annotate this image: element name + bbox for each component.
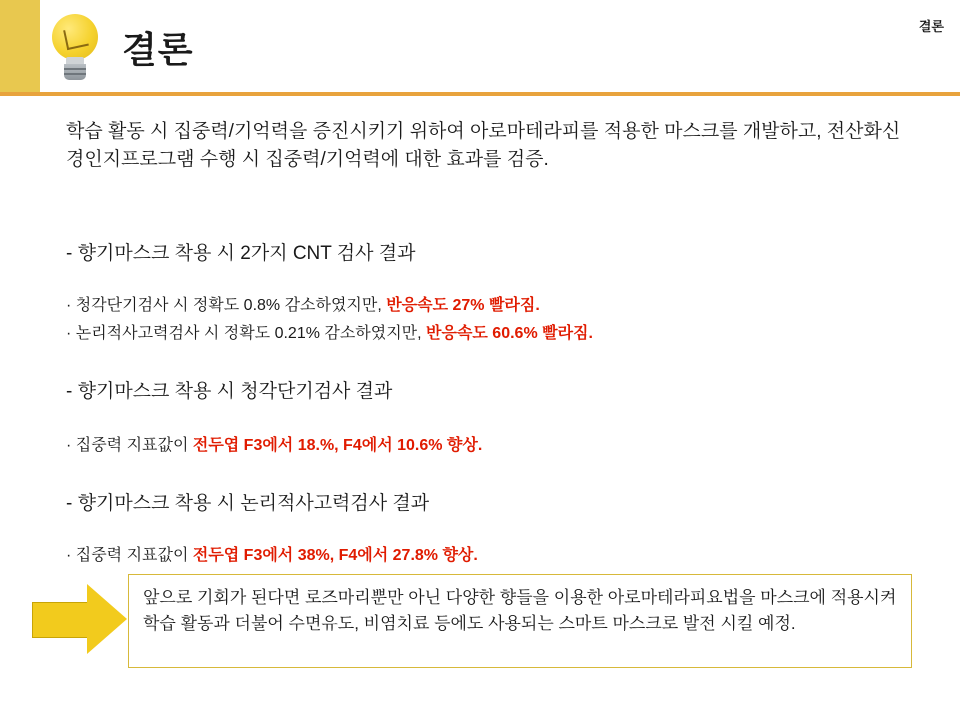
section-heading-1: - 향기마스크 착용 시 2가지 CNT 검사 결과	[66, 243, 416, 264]
lightbulb-icon	[44, 12, 106, 82]
section-3-item-1	[66, 542, 478, 565]
section-2-item-1-text: · 집중력 지표값이	[66, 437, 193, 454]
slide-body	[0, 96, 960, 720]
section-heading-2: - 향기마스크 착용 시 청각단기검사 결과	[66, 381, 393, 402]
section-heading-3: - 향기마스크 착용 시 논리적사고력검사 결과	[66, 493, 430, 514]
section-1-item-1-highlight: 반응속도 27% 빨라짐.	[386, 297, 540, 314]
section-2-item-1-highlight: 전두엽 F3에서 18.%, F4에서 10.6% 향상.	[192, 437, 483, 454]
section-2-item-1	[66, 432, 482, 455]
section-3-item-1-highlight: 전두엽 F3에서 38%, F4에서 27.8% 향상.	[192, 547, 478, 564]
section-3-item-1-text: · 집중력 지표값이	[66, 547, 193, 564]
callout-box: 앞으로 기회가 된다면 로즈마리뿐만 아닌 다양한 향들을 이용한 아로마테라피요법을 마스크에 적용시켜 학습 활동과 더불어 수면유도, 비염치료 등에도 사용되는 스마트 마스크로 발전 시킬 예정.	[128, 574, 912, 668]
section-1-item-2-highlight: 반응속도 60.6% 빨라짐.	[426, 325, 593, 342]
right-arrow-icon	[32, 584, 128, 654]
corner-section-label: 결론	[918, 19, 944, 34]
header-left-band	[0, 0, 40, 92]
intro-paragraph: 학습 활동 시 집중력/기억력을 증진시키기 위하여 아로마테라피를 적용한 마스크를 개발하고, 전산화신경인지프로그램 수행 시 집중력/기억력에 대한 효과를 검증.	[66, 121, 901, 171]
section-1-item-2	[66, 320, 593, 343]
slide-header	[0, 0, 960, 92]
page-title: 결론	[122, 29, 194, 70]
section-1-item-1	[66, 292, 540, 315]
section-1-item-2-text: · 논리적사고력검사 시 정확도 0.21% 감소하였지만,	[66, 325, 427, 342]
section-1-item-1-text: · 청각단기검사 시 정확도 0.8% 감소하였지만,	[66, 297, 387, 314]
